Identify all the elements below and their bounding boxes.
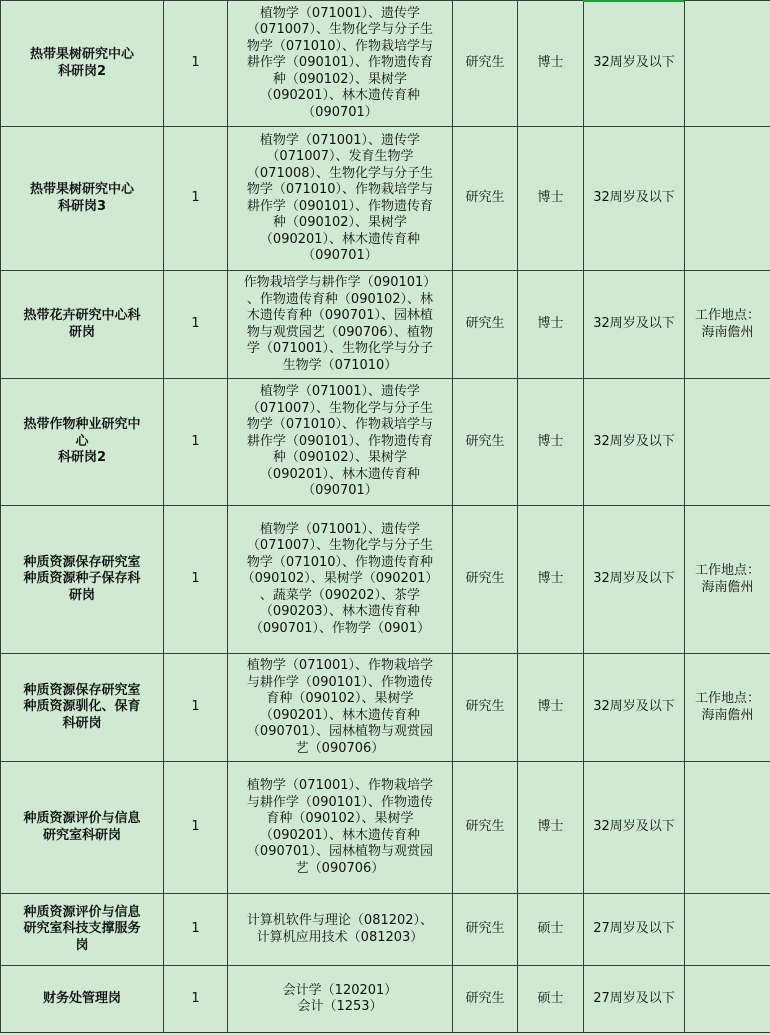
education-text: 研究生 [465, 55, 505, 71]
age-limit-cell[interactable] [584, 379, 685, 506]
age-limit-cell[interactable] [584, 127, 685, 271]
major-line: 植物学（071001）、遗传学 [259, 5, 421, 21]
major-line: 物学（071010）、作物栽培学与 [246, 182, 434, 197]
major-line: 物学（071010）、作物栽培学与 [246, 38, 434, 54]
major-cell[interactable] [228, 506, 453, 654]
table-body [1, 1, 770, 1033]
age-text: 27周岁及以下 [593, 990, 675, 1006]
major-line: 植物学（071001）、作物栽培学 [246, 658, 434, 673]
degree-cell[interactable] [518, 894, 584, 966]
post-line: 科研岗2 [57, 63, 107, 79]
note-cell[interactable] [685, 127, 770, 271]
major-line: （090201）、林木遗传育种 [259, 827, 421, 843]
post-name-cell[interactable] [1, 127, 164, 271]
major-cell[interactable] [228, 894, 453, 966]
count-text: 1 [191, 433, 200, 449]
headcount-cell[interactable] [164, 966, 228, 1033]
note-line: 海南儋州 [701, 579, 754, 595]
major-line: （090201）、林木遗传育种 [259, 707, 421, 723]
post-name-cell[interactable] [1, 379, 164, 506]
major-line: 植物学（071001）、遗传学 [259, 521, 421, 537]
post-line: 研究室科技支撑服务 [23, 921, 141, 937]
selected-cell-indicator [583, 0, 684, 2]
major-line: （071007）、生物化学与分子生 [246, 22, 434, 38]
post-line: 种质资源保存研究室 [23, 682, 141, 698]
major-line: 物学（071010）、作物遗传育种 [246, 554, 434, 570]
degree-cell[interactable] [518, 762, 584, 894]
note-line: 海南儋州 [701, 324, 754, 340]
note-cell[interactable] [685, 966, 770, 1033]
note-cell[interactable] [685, 379, 770, 506]
major-line: （071007）、生物化学与分子生 [246, 400, 434, 416]
post-line: 热带花卉研究中心科 [23, 308, 141, 323]
note-line: 工作地点： [694, 563, 760, 578]
age-text: 32周岁及以下 [593, 316, 675, 332]
degree-text: 博士 [537, 699, 564, 715]
note-cell[interactable] [685, 894, 770, 966]
major-line: 与耕作学（090101）、作物遗传 [246, 794, 434, 810]
post-name-cell[interactable] [1, 1, 164, 127]
degree-cell[interactable] [518, 1, 584, 127]
education-cell[interactable] [453, 654, 518, 762]
headcount-cell[interactable] [164, 506, 228, 654]
table-row [1, 506, 770, 654]
major-line: 艺（090706） [295, 740, 385, 756]
post-line: 热带果树研究中心 [29, 47, 134, 62]
age-text: 27周岁及以下 [593, 921, 675, 937]
table-row [1, 1, 770, 127]
post-name-cell[interactable] [1, 506, 164, 654]
major-line: 物学（071010）、作物栽培学与 [246, 417, 434, 433]
major-line: 植物学（071001）、遗传学 [259, 384, 421, 400]
post-line: 种质资源驯化、保育 [23, 699, 141, 715]
major-line: 植物学（071001）、遗传学 [259, 132, 421, 148]
post-line: 种质资源评价与信息 [23, 811, 141, 826]
education-cell[interactable] [453, 506, 518, 654]
degree-text: 博士 [537, 819, 564, 835]
major-line: 艺（090706） [295, 860, 385, 876]
major-line: 种（090102）、果树学 [272, 450, 408, 466]
age-limit-cell[interactable] [584, 762, 685, 894]
major-line: 耕作学（090101）、作物遗传育 [246, 198, 434, 214]
major-line: 、作物遗传育种（090102）、林 [246, 291, 434, 307]
education-text: 研究生 [465, 571, 505, 587]
age-text: 32周岁及以下 [593, 433, 675, 449]
major-line: 耕作学（090101）、作物遗传育 [246, 55, 434, 71]
post-line: 研岗 [68, 587, 95, 603]
education-text: 研究生 [465, 819, 505, 835]
degree-cell[interactable] [518, 654, 584, 762]
major-line: 育种（090102）、果树学 [266, 691, 414, 706]
headcount-cell[interactable] [164, 127, 228, 271]
age-text: 32周岁及以下 [593, 571, 675, 587]
note-cell[interactable] [685, 506, 770, 654]
table-row [1, 894, 770, 966]
major-line: （090701）、园林植物与观赏园 [246, 844, 434, 859]
headcount-cell[interactable] [164, 271, 228, 379]
major-line: 学（071001）、生物化学与分子 [246, 341, 434, 356]
age-text: 32周岁及以下 [593, 55, 675, 71]
major-line: （090701）、园林植物与观赏园 [246, 724, 434, 739]
major-line: 种（090102）、果树学 [272, 215, 408, 230]
education-text: 研究生 [465, 990, 505, 1006]
post-line: 种质资源评价与信息 [23, 904, 141, 920]
major-line: （090201）、林木遗传育种 [259, 466, 421, 482]
major-cell[interactable] [228, 127, 453, 271]
age-limit-cell[interactable] [584, 966, 685, 1033]
post-line: 科研岗3 [57, 198, 107, 214]
major-cell[interactable] [228, 654, 453, 762]
degree-text: 博士 [537, 316, 564, 332]
count-text: 1 [191, 571, 200, 587]
degree-cell[interactable] [518, 271, 584, 379]
count-text: 1 [191, 190, 200, 206]
major-line: 计算机软件与理论（081202）、 [246, 913, 434, 928]
education-cell[interactable] [453, 762, 518, 894]
major-line: （090201）、林木遗传育种 [259, 231, 421, 247]
education-cell[interactable] [453, 894, 518, 966]
major-cell[interactable] [228, 966, 453, 1033]
degree-text: 博士 [537, 571, 564, 587]
table-row [1, 966, 770, 1033]
education-text: 研究生 [465, 699, 505, 715]
major-line: 种（090102）、果树学 [272, 71, 408, 87]
note-line: 工作地点： [694, 691, 760, 706]
major-line: （090203）、林木遗传育种 [259, 604, 421, 620]
degree-cell[interactable] [518, 379, 584, 506]
major-line: 与耕作学（090101）、作物遗传 [246, 674, 434, 690]
major-line: （071007）、生物化学与分子生 [246, 538, 434, 554]
major-line: 会计学（120201） [282, 982, 398, 998]
post-line: 科研岗 [62, 715, 102, 731]
count-text: 1 [191, 990, 200, 1006]
table-row [1, 127, 770, 271]
major-line: （090701） [302, 248, 378, 263]
count-text: 1 [191, 819, 200, 835]
degree-text: 博士 [537, 433, 564, 449]
major-line: 会计（1253） [297, 999, 383, 1014]
post-line: 岗 [75, 937, 89, 953]
age-text: 32周岁及以下 [593, 190, 675, 206]
note-cell[interactable] [685, 1, 770, 127]
headcount-cell[interactable] [164, 1, 228, 127]
age-limit-cell[interactable] [584, 654, 685, 762]
major-cell[interactable] [228, 1, 453, 127]
post-name-cell[interactable] [1, 762, 164, 894]
headcount-cell[interactable] [164, 654, 228, 762]
headcount-cell[interactable] [164, 379, 228, 506]
post-line: 种质资源种子保存科 [23, 571, 141, 587]
post-line: 热带果树研究中心 [29, 182, 134, 197]
education-cell[interactable] [453, 379, 518, 506]
degree-cell[interactable] [518, 127, 584, 271]
degree-text: 硕士 [537, 921, 564, 937]
major-line: 植物学（071001）、作物栽培学 [246, 778, 434, 793]
age-text: 32周岁及以下 [593, 699, 675, 715]
post-line: 热带作物种业研究中 [23, 417, 141, 433]
post-line: 种质资源保存研究室 [23, 554, 141, 570]
major-cell[interactable] [228, 379, 453, 506]
education-text: 研究生 [465, 433, 505, 449]
age-limit-cell[interactable] [584, 506, 685, 654]
major-line: （090201）、林木遗传育种 [259, 88, 421, 104]
major-line: （090701）、作物学（0901） [249, 620, 431, 636]
table-row [1, 762, 770, 894]
major-line: （071007）、发育生物学 [266, 149, 414, 164]
age-text: 32周岁及以下 [593, 819, 675, 835]
education-text: 研究生 [465, 316, 505, 332]
count-text: 1 [191, 699, 200, 715]
post-line: 研究室科研岗 [42, 827, 121, 843]
age-limit-cell[interactable] [584, 894, 685, 966]
education-cell[interactable] [453, 127, 518, 271]
post-name-cell[interactable] [1, 894, 164, 966]
major-line: 、蔬菜学（090202）、茶学 [259, 587, 421, 603]
education-cell[interactable] [453, 966, 518, 1033]
education-cell[interactable] [453, 271, 518, 379]
major-cell[interactable] [228, 762, 453, 894]
major-line: 育种（090102）、果树学 [266, 811, 414, 826]
major-line: 计算机应用技术（081203） [256, 929, 424, 945]
education-text: 研究生 [465, 190, 505, 206]
education-cell[interactable] [453, 1, 518, 127]
degree-text: 博士 [537, 55, 564, 71]
major-line: （090102）、果树学（090201） [241, 571, 439, 587]
note-line: 海南儋州 [701, 707, 754, 723]
note-cell[interactable] [685, 271, 770, 379]
note-cell[interactable] [685, 762, 770, 894]
major-line: （090701） [302, 104, 378, 120]
count-text: 1 [191, 316, 200, 332]
major-line: 生物学（071010） [282, 357, 398, 373]
major-line: （090701） [302, 483, 378, 499]
education-text: 研究生 [465, 921, 505, 937]
major-cell[interactable] [228, 271, 453, 379]
major-line: 物与观赏园艺（090706）、植物 [246, 324, 434, 340]
age-limit-cell[interactable] [584, 1, 685, 127]
age-limit-cell[interactable] [584, 271, 685, 379]
degree-cell[interactable] [518, 506, 584, 654]
table-row [1, 654, 770, 762]
post-line: 研岗 [68, 324, 95, 340]
major-line: 木遗传育种（090701）、园林植 [246, 308, 434, 323]
count-text: 1 [191, 55, 200, 71]
post-line: 心 [75, 433, 89, 449]
note-line: 工作地点： [694, 308, 760, 323]
major-line: 耕作学（090101）、作物遗传育 [246, 433, 434, 449]
major-line: 作物栽培学与耕作学（090101） [243, 275, 437, 290]
note-cell[interactable] [685, 654, 770, 762]
post-name-cell[interactable] [1, 966, 164, 1033]
degree-text: 硕士 [537, 990, 564, 1006]
degree-cell[interactable] [518, 966, 584, 1033]
count-text: 1 [191, 921, 200, 937]
degree-text: 博士 [537, 190, 564, 206]
post-name-cell[interactable] [1, 654, 164, 762]
post-line: 科研岗2 [57, 450, 107, 466]
major-line: （071008）、生物化学与分子生 [246, 165, 434, 181]
post-name-cell[interactable] [1, 271, 164, 379]
headcount-cell[interactable] [164, 762, 228, 894]
post-line: 财务处管理岗 [42, 990, 121, 1006]
headcount-cell[interactable] [164, 894, 228, 966]
table-row [1, 379, 770, 506]
table-row [1, 271, 770, 379]
